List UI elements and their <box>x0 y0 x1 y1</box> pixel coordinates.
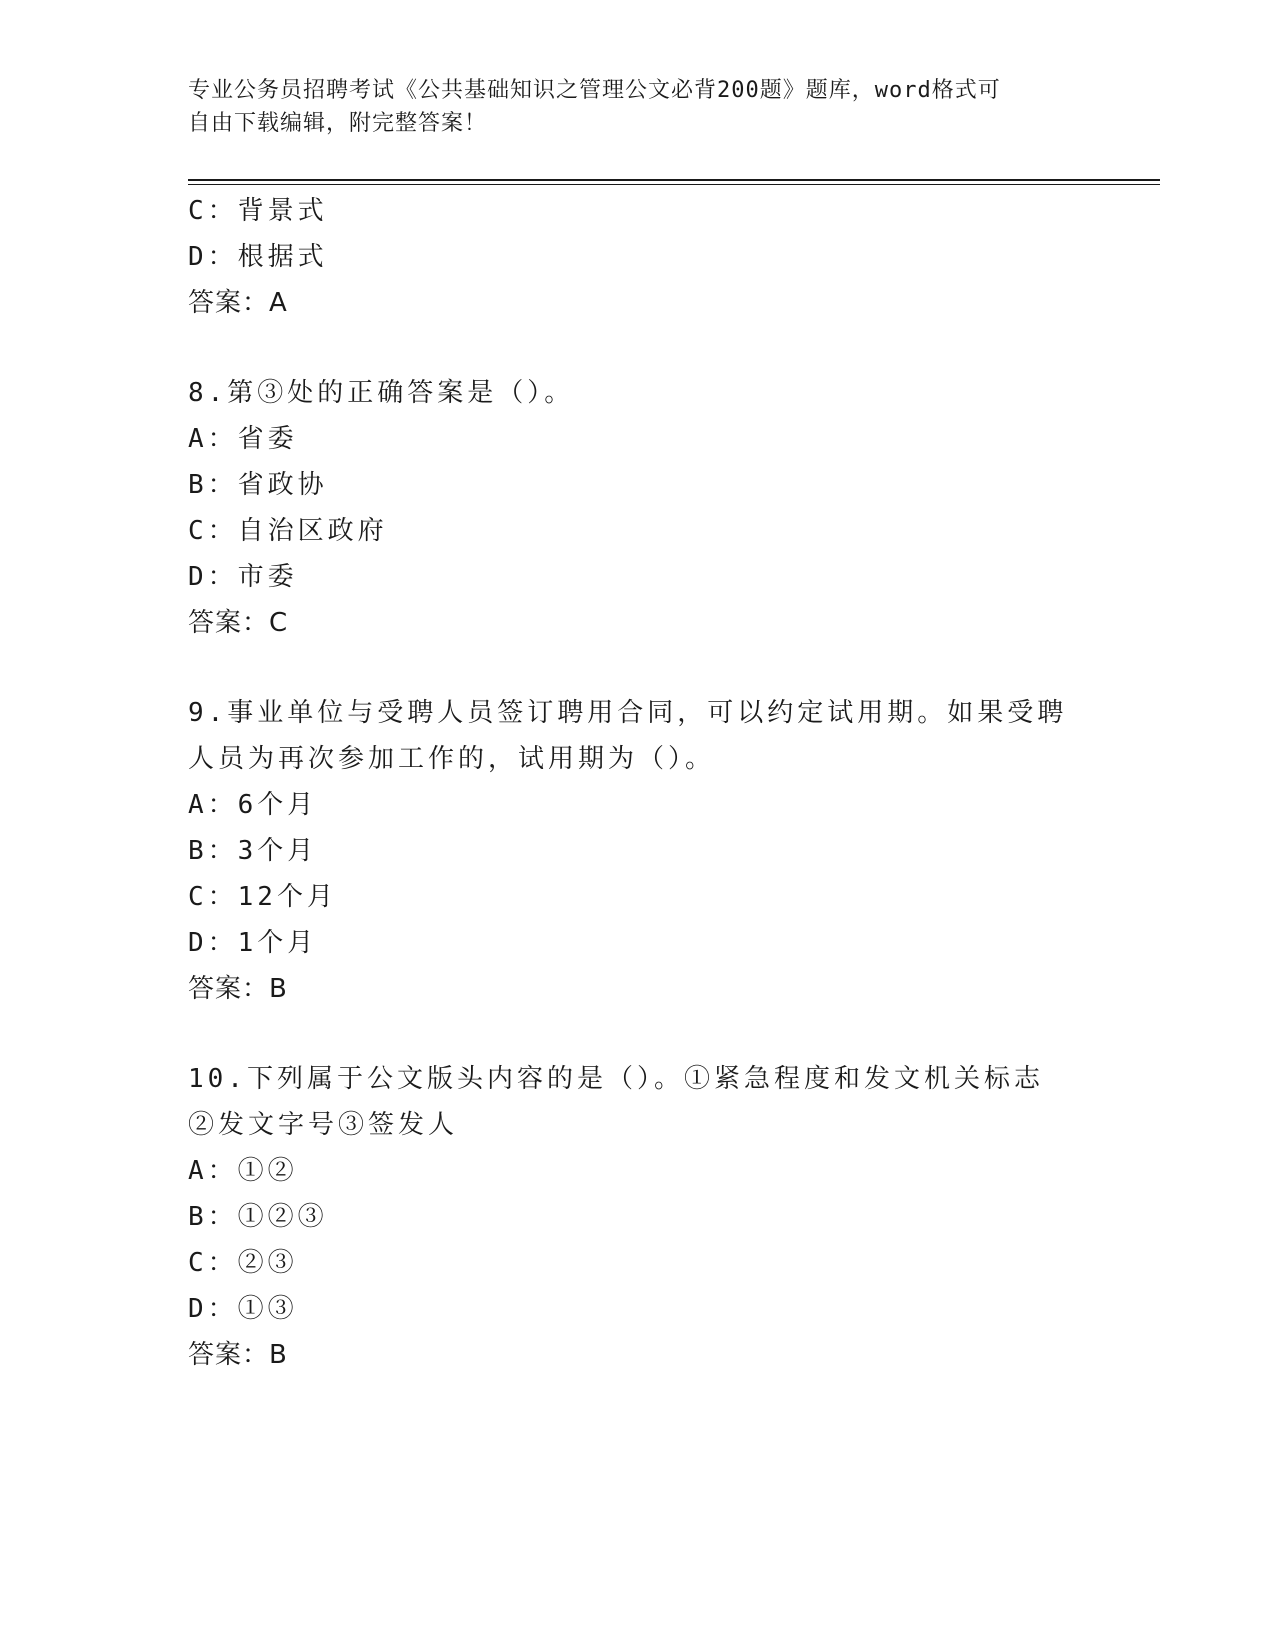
header-divider-thick <box>188 179 1160 181</box>
header-line-1: 专业公务员招聘考试《公共基础知识之管理公文必背200题》题库，word格式可 <box>188 78 1001 103</box>
question-10 <box>188 1056 1088 1378</box>
answer-line: 答案：A <box>188 288 288 318</box>
question-list <box>188 188 1088 1378</box>
document-header <box>188 74 1068 140</box>
option-b: B：省政协 <box>188 470 328 500</box>
question-stem: 10.下列属于公文版头内容的是（）。①紧急程度和发文机关标志②发文字号③签发人 <box>188 1064 1044 1140</box>
option-b: B：3个月 <box>188 836 318 866</box>
header-divider-thin <box>188 184 1160 185</box>
option-a: A：6个月 <box>188 790 318 820</box>
answer-line: 答案：B <box>188 974 288 1004</box>
question-stem: 8.第③处的正确答案是（）。 <box>188 378 575 408</box>
question-7-tail <box>188 188 1088 326</box>
option-d: D：根据式 <box>188 242 328 272</box>
option-b: B：①②③ <box>188 1202 328 1232</box>
option-d: D：市委 <box>188 562 298 592</box>
option-a: A：①② <box>188 1156 298 1186</box>
answer-line: 答案：C <box>188 608 289 638</box>
question-9 <box>188 690 1088 1012</box>
question-stem: 9.事业单位与受聘人员签订聘用合同，可以约定试用期。如果受聘人员为再次参加工作的，试用期为（）。 <box>188 698 1068 774</box>
option-c: C：12个月 <box>188 882 337 912</box>
answer-line: 答案：B <box>188 1340 288 1370</box>
option-c: C：②③ <box>188 1248 298 1278</box>
option-a: A：省委 <box>188 424 298 454</box>
option-d: D：①③ <box>188 1294 298 1324</box>
option-d: D：1个月 <box>188 928 318 958</box>
question-8 <box>188 370 1088 646</box>
option-c: C：背景式 <box>188 196 328 226</box>
option-c: C：自治区政府 <box>188 516 388 546</box>
header-line-2: 自由下载编辑，附完整答案！ <box>188 111 488 136</box>
